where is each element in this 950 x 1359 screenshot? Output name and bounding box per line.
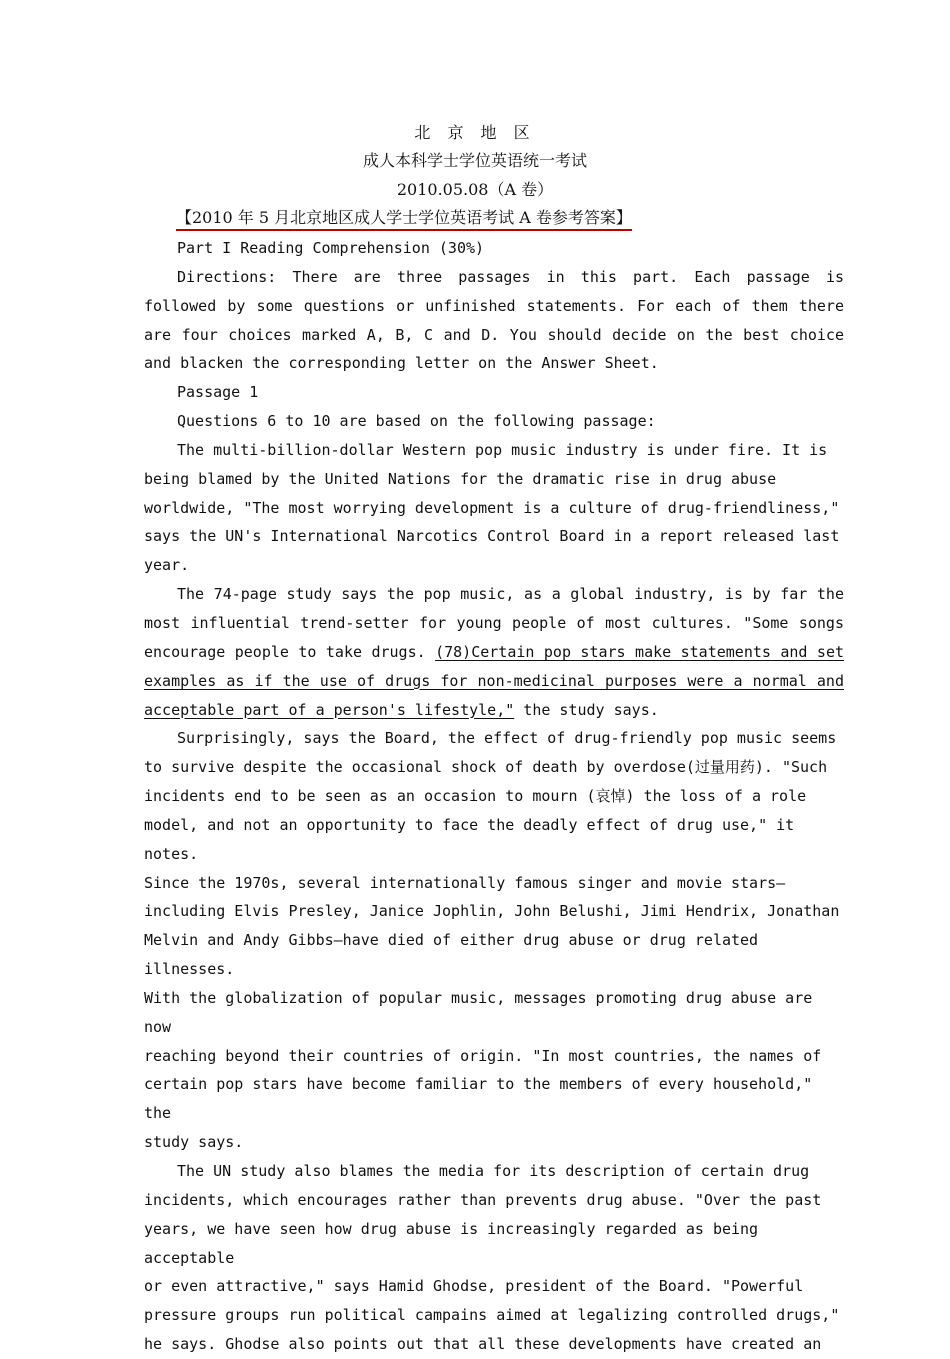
text-line: worldwide, "The most worrying development is a culture of drug-friendliness," xyxy=(144,498,840,517)
underlined-translation-sentence: (78)Certain pop stars make statements and set examples as if the use of drugs for non-medicinal purposes were a normal and acceptable part of a person's lifestyle," xyxy=(144,642,845,719)
exam-title: 成人本科学士学位英语统一考试 xyxy=(362,151,587,170)
text-line: Surprisingly, says the Board, the effect of drug-friendly pop music seems xyxy=(177,729,837,748)
passage-intro: Questions 6 to 10 are based on the following passage: xyxy=(177,412,656,431)
region-title: 北 京 地 区 xyxy=(414,123,536,142)
text-line: year. xyxy=(144,556,190,575)
text-line: years, we have seen how drug abuse is increasingly regarded as being acceptable xyxy=(144,1219,759,1267)
text-line: The UN study also blames the media for its description of certain drug xyxy=(177,1162,810,1180)
exam-date: 2010.05.08（A 卷） xyxy=(396,180,554,199)
text-line: incidents end to be seen as an occasion to mourn (哀悼) the loss of a role xyxy=(144,787,807,806)
passage-title: Passage 1 xyxy=(177,383,259,402)
passage-paragraph-4 xyxy=(144,1157,844,1359)
text-line: reaching beyond their countries of origin. "In most countries, the names of xyxy=(144,1046,822,1065)
text-line: Since the 1970s, several internationally famous singer and movie stars— xyxy=(144,873,786,892)
text-line: The multi-billion-dollar Western pop music industry is under fire. It is xyxy=(177,440,828,459)
text-line: he says. Ghodse also points out that all these developments have created an xyxy=(144,1335,822,1354)
text-line: to survive despite the occasional shock of death by overdose(过量用药). "Such xyxy=(144,758,828,777)
text-line: Melvin and Andy Gibbs—have died of either drug abuse or drug related illnesses. xyxy=(144,931,759,979)
directions-paragraph: Directions: There are three passages in this part. Each passage is followed by some questions or unfinished statements. For each of them there are four choices marked A, B, C and D. You should decide on the best choice and blacken the corresponding letter on the Answer Sheet. xyxy=(144,267,844,373)
text-line: says the UN's International Narcotics Control Board in a report released last xyxy=(144,527,840,546)
part-title: Part I Reading Comprehension (30%) xyxy=(177,239,485,257)
text-line: being blamed by the United Nations for the dramatic rise in drug abuse xyxy=(144,469,777,488)
text-line: or even attractive," says Hamid Ghodse, president of the Board. "Powerful xyxy=(144,1277,804,1296)
document-body xyxy=(144,234,844,1359)
passage-paragraph-1 xyxy=(144,436,844,580)
passage-paragraph-2 xyxy=(144,580,844,724)
passage-paragraph-3 xyxy=(144,724,844,1157)
text-line: including Elvis Presley, Janice Jophlin, John Belushi, Jimi Hendrix, Jonathan xyxy=(144,902,840,921)
text-line: With the globalization of popular music, messages promoting drug abuse are now xyxy=(144,988,813,1036)
text-line: incidents, which encourages rather than prevents drug abuse. "Over the past xyxy=(144,1190,822,1209)
answer-key-link[interactable]: 【2010 年 5 月北京地区成人学士学位英语考试 A 卷参考答案】 xyxy=(176,205,632,231)
text-line: certain pop stars have become familiar to the members of every household," the xyxy=(144,1075,813,1123)
paragraph-2-text: The 74-page study says the pop music, as a global industry, is by far the most influential trend-setter for young people of most cultures. "Some songs encourage people to take drugs. xyxy=(144,585,844,661)
text-line: study says. xyxy=(144,1133,244,1152)
text-line: pressure groups run political campains aimed at legalizing controlled drugs," xyxy=(144,1306,840,1325)
text-line: model, and not an opportunity to face the deadly effect of drug use," it notes. xyxy=(144,815,795,863)
paragraph-2-tail: the study says. xyxy=(514,700,659,719)
